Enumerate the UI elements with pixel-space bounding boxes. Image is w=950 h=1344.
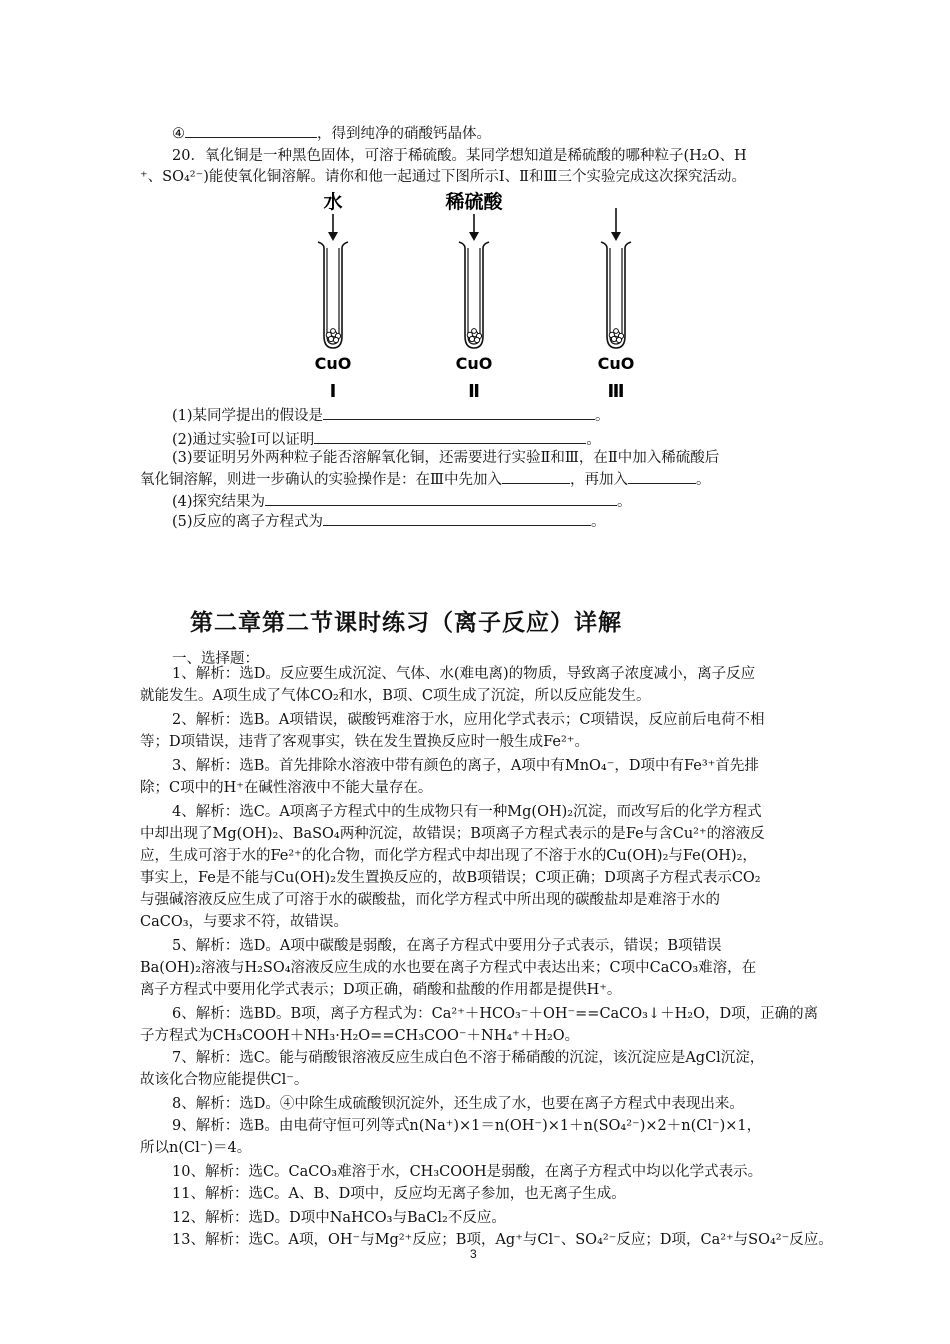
answer-line: 7、解析：选C。能与硝酸银溶液反应生成白色不溶于稀硝酸的沉淀，该沉淀应是AgCl沉淀， — [172, 1050, 765, 1066]
q19-item4-blank[interactable] — [185, 122, 317, 138]
question-5-blank[interactable] — [323, 510, 591, 526]
test-tube-3 — [601, 242, 631, 348]
test-tube-2 — [459, 242, 489, 348]
question-3-line2 — [140, 468, 710, 490]
question-1-blank[interactable] — [323, 404, 595, 420]
arrow-2 — [469, 214, 479, 241]
question-3-blank-2[interactable] — [628, 468, 696, 484]
tube1-roman-label: Ⅰ — [329, 381, 337, 402]
question-4-blank[interactable] — [265, 490, 617, 506]
q19-item4-line — [172, 122, 491, 144]
tube3-roman-label: Ⅲ — [607, 381, 625, 402]
question-1 — [172, 404, 610, 426]
tube2-top-label: 稀硫酸 — [445, 191, 503, 213]
answer-line: 故该化合物应能提供Cl⁻。 — [140, 1072, 309, 1088]
answer-line: 6、解析：选BD。B项，离子方程式为：Ca²⁺＋HCO₃⁻＋OH⁻==CaCO₃↓＋H₂O，D项，正确的离 — [172, 1006, 819, 1022]
question-5 — [172, 510, 606, 532]
answer-line: 1、解析：选D。反应要生成沉淀、气体、水(难电离)的物质，导致离子浓度减小，离子反应 — [172, 666, 756, 682]
answers-title: 第二章第二节课时练习（离子反应）详解 — [190, 610, 622, 636]
answer-line: 除；C项中的H⁺在碱性溶液中不能大量存在。 — [140, 780, 433, 796]
tube2-cuo-label: CuO — [455, 354, 493, 373]
q19-item4-text: ，得到纯净的硝酸钙晶体。 — [317, 126, 491, 142]
answer-line: 8、解析：选D。④中除生成硫酸钡沉淀外，还生成了水，也要在离子方程式中表现出来。 — [172, 1096, 744, 1112]
test-tube-figure — [300, 188, 660, 404]
question-2-text: (2)通过实验Ⅰ可以证明 — [172, 432, 315, 448]
question-4 — [172, 490, 632, 512]
answer-line: 4、解析：选C。A项离子方程式中的生成物只有一种Mg(OH)₂沉淀，而改写后的化学方程式 — [172, 804, 762, 820]
arrow-1 — [328, 214, 338, 241]
q19-item4-marker: ④ — [172, 126, 185, 142]
answer-line: 子方程式为CH₃COOH＋NH₃·H₂O==CH₃COO⁻＋NH₄⁺＋H₂O。 — [140, 1028, 580, 1044]
answer-line: 10、解析：选C。CaCO₃难溶于水，CH₃COOH是弱酸，在离子方程式中均以化学式表示。 — [172, 1164, 763, 1180]
answer-line: 3、解析：选B。首先排除水溶液中带有颜色的离子，A项中有MnO₄⁻，D项中有Fe³⁺首先排 — [172, 758, 759, 774]
question-1-end: 。 — [595, 408, 610, 424]
question-3-line1: (3)要证明另外两种粒子能否溶解氧化铜，还需要进行实验Ⅱ和Ⅲ，在Ⅱ中加入稀硫酸后 — [172, 450, 720, 466]
question-4-text: (4)探究结果为 — [172, 494, 266, 510]
answer-line: 就能发生。A项生成了气体CO₂和水，B项、C项生成了沉淀，所以反应能发生。 — [140, 688, 651, 704]
answer-line: 5、解析：选D。A项中碳酸是弱酸，在离子方程式中要用分子式表示，错误；B项错误 — [172, 938, 722, 954]
question-2-end: 。 — [586, 432, 601, 448]
answer-line: 12、解析：选D。D项中NaHCO₃与BaCl₂不反应。 — [172, 1210, 506, 1226]
question-3-end: 。 — [695, 472, 711, 488]
answer-line: 应，生成可溶于水的Fe²⁺的化合物，而化学方程式中却出现了不溶于水的Cu(OH)₂与Fe(OH)₂， — [140, 848, 757, 864]
q20-stem-line1: 20．氧化铜是一种黑色固体，可溶于稀硫酸。某同学想知道是稀硫酸的哪种粒子(H₂O、H — [172, 148, 747, 164]
tube3-cuo-label: CuO — [597, 354, 635, 373]
answer-line: 中却出现了Mg(OH)₂、BaSO₄两种沉淀，故错误；B项离子方程式表示的是Fe与含Cu²⁺的溶液反 — [140, 826, 765, 842]
question-2 — [172, 428, 601, 450]
answer-line: 2、解析：选B。A项错误，碳酸钙难溶于水，应用化学式表示；C项错误，反应前后电荷不相 — [172, 712, 765, 728]
question-4-end: 。 — [617, 494, 632, 510]
answers-section-heading: 一、选择题： — [172, 651, 259, 667]
q20-stem-line2: ⁺、SO₄²⁻)能使氧化铜溶解。请你和他一起通过下图所示Ⅰ、Ⅱ和Ⅲ三个实验完成这次探究活动。 — [140, 169, 746, 185]
answer-line: 事实上，Fe是不能与Cu(OH)₂发生置换反应的，故B项错误；C项正确；D项离子方程式表示CO₂ — [140, 870, 761, 886]
question-1-text: (1)某同学提出的假设是 — [172, 408, 324, 424]
tube1-top-label: 水 — [323, 191, 343, 213]
answer-line: 等；D项错误，违背了客观事实，铁在发生置换反应时一般生成Fe²⁺。 — [140, 734, 589, 750]
question-3-text: 氧化铜溶解，则进一步确认的实验操作是：在Ⅲ中先加入 — [140, 472, 502, 488]
question-5-text: (5)反应的离子方程式为 — [172, 514, 324, 530]
tube1-cuo-label: CuO — [314, 354, 352, 373]
question-2-blank[interactable] — [314, 428, 586, 444]
answer-line: CaCO₃，与要求不符，故错误。 — [140, 914, 349, 930]
question-3-mid: ，再加入 — [569, 472, 628, 488]
tube2-roman-label: Ⅱ — [468, 381, 480, 402]
page-number: 3 — [470, 1247, 477, 1261]
question-5-end: 。 — [591, 514, 606, 530]
answer-line: 13、解析：选C。A项，OH⁻与Mg²⁺反应；B项，Ag⁺与Cl⁻、SO₄²⁻反应；D项，Ca²⁺与SO₄²⁻反应。 — [172, 1232, 833, 1248]
answer-line: 所以n(Cl⁻)＝4。 — [140, 1140, 252, 1156]
answer-line: 9、解析：选B。由电荷守恒可列等式n(Na⁺)×1＝n(OH⁻)×1＋n(SO₄²⁻)×2＋n(Cl⁻)×1， — [172, 1118, 762, 1134]
arrow-3 — [611, 208, 621, 241]
test-tube-1 — [318, 242, 348, 348]
answer-line: Ba(OH)₂溶液与H₂SO₄溶液反应生成的水也要在离子方程式中表达出来；C项中CaCO₃难溶，在 — [140, 960, 757, 976]
question-3-blank-1[interactable] — [502, 468, 570, 484]
answer-line: 离子方程式中要用化学式表示；D项正确，硝酸和盐酸的作用都是提供H⁺。 — [140, 982, 622, 998]
answer-line: 11、解析：选C。A、B、D项中，反应均无离子参加，也无离子生成。 — [172, 1186, 626, 1202]
answer-line: 与强碱溶液反应生成了可溶于水的碳酸盐，而化学方程式中所出现的碳酸盐却是难溶于水的 — [140, 892, 720, 908]
